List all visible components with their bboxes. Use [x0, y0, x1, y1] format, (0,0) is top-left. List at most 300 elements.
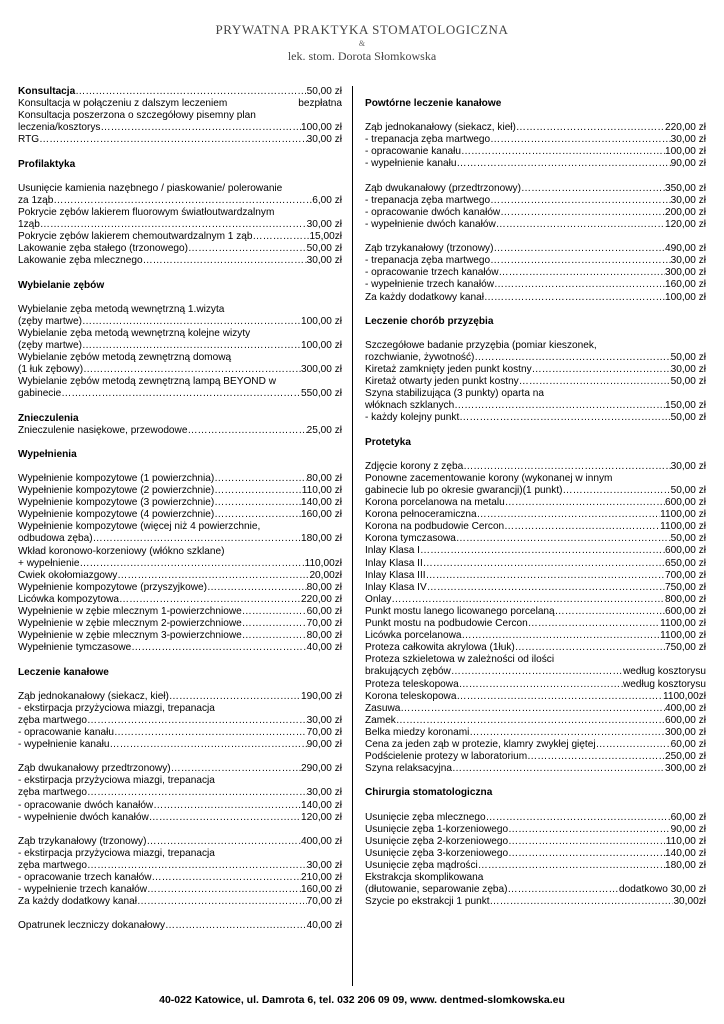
ornament-icon: &: [358, 39, 366, 48]
section-heading: Wybielanie zębów: [18, 279, 105, 291]
dot-leader: [494, 279, 665, 291]
service-price: 160,00 zł: [665, 279, 706, 291]
service-name: Korona pełnoceramiczna: [365, 509, 477, 521]
price-line: [365, 158, 706, 170]
service-name: odbudowa zęba): [18, 533, 93, 545]
service-price: 30,00 zł: [306, 714, 342, 726]
price-line: [365, 255, 706, 267]
service-name: rozchwianie, żywotność): [365, 351, 475, 363]
service-price: 350,00 zł: [665, 182, 706, 194]
dot-leader: [516, 122, 665, 134]
service-price: 700,00 zł: [665, 569, 706, 581]
service-name: - opracowanie trzech kanałów: [365, 267, 499, 279]
service-name: Wypełnienie w zębie mlecznym 2-powierzchniowe: [18, 618, 242, 630]
service-name: Usunięcie zęba 2-korzeniowego: [365, 835, 509, 847]
dot-leader: [532, 364, 671, 376]
service-name: Zamek: [365, 714, 396, 726]
service-price: 220,00 zł: [665, 122, 706, 134]
service-price: 80,00 zł: [306, 630, 342, 642]
dot-leader: [39, 134, 307, 146]
price-line: [365, 570, 706, 582]
service-name: Ekstrakcja skomplikowana: [365, 872, 484, 883]
price-line-text: [18, 328, 342, 340]
dot-leader: [478, 860, 665, 872]
spacer: [18, 292, 342, 304]
service-name: leczenia/kosztorys: [18, 122, 101, 134]
service-price: 60,00 zł: [306, 606, 342, 618]
service-price: 30,00 zł: [670, 194, 706, 206]
spacer: [18, 654, 342, 666]
service-price: 200,00 zł: [665, 206, 706, 218]
service-name: - opracowanie kanału: [18, 726, 114, 738]
service-name: Wypełnienie tymczasowe: [18, 642, 132, 654]
price-line: [18, 533, 342, 545]
service-name: - wypełnienie trzech kanałów: [365, 279, 495, 291]
dot-leader: [137, 896, 307, 908]
dot-leader: [391, 594, 665, 606]
price-line: [18, 98, 342, 110]
service-price: 50,00 zł: [670, 351, 706, 363]
dot-leader: [508, 848, 665, 860]
service-name: Zasuwa: [365, 702, 401, 714]
service-name: Usunięcie zęba mlecznego: [365, 811, 486, 823]
service-price: 90,00 zł: [306, 739, 342, 751]
service-name: Korona tymczasowa: [365, 533, 456, 545]
dot-leader: [400, 703, 665, 715]
service-name: Ząb trzykanałowy (trzonowy): [18, 835, 147, 847]
service-name: - wypełnienie dwóch kanałów: [18, 811, 149, 823]
service-price: dodatkowo 30,00 zł: [619, 884, 706, 896]
service-price: 80,00 zł: [306, 473, 342, 484]
service-name: Usunięcie zęba 3-korzeniowego: [365, 847, 509, 859]
dot-leader: [109, 739, 306, 751]
service-price: 110,00 zł: [301, 485, 342, 497]
dot-leader: [152, 872, 302, 884]
service-price: 210,00 zł: [301, 872, 342, 884]
price-line: [365, 836, 706, 848]
footer-address: 40-022 Katowice, ul. Damrota 6, tel. 032 206 09 09, www. dentmed-slomkowska.eu: [159, 994, 565, 1006]
dot-leader: [596, 739, 671, 751]
spacer: [365, 799, 706, 811]
service-name: Konsultacja: [18, 86, 76, 97]
dot-leader: [117, 570, 309, 582]
dot-leader: [87, 715, 307, 727]
price-line-text: [18, 703, 342, 715]
price-line: [18, 340, 342, 352]
price-line-text: [18, 775, 342, 787]
service-price: 60,00 zł: [670, 738, 706, 750]
dot-leader: [508, 836, 666, 848]
service-price: 1100,00 zł: [660, 521, 706, 533]
dot-leader: [469, 727, 665, 739]
service-price: 30,00 zł: [670, 460, 706, 472]
service-price: 100,00 zł: [665, 291, 706, 303]
service-price: 750,00 zł: [665, 581, 706, 593]
service-price: 550,00 zł: [301, 388, 342, 400]
section-heading: Protetyka: [365, 436, 412, 448]
price-line: [18, 122, 342, 134]
dot-leader: [242, 618, 307, 630]
price-line: [18, 896, 342, 908]
service-name: Za każdy dodatkowy kanał: [18, 896, 137, 908]
service-price: 90,00 zł: [670, 823, 706, 835]
price-line: [18, 691, 342, 703]
service-name: Szyna relaksacyjna: [365, 763, 452, 775]
price-line-text: [365, 388, 706, 400]
price-line: [365, 183, 706, 195]
service-name: Usunięcie kamienia nazębnego / piaskowanie/ polerowanie: [18, 182, 283, 194]
service-name: Kiretaż otwarty jeden punkt kostny: [365, 376, 519, 388]
service-price: 50,00 zł: [670, 485, 706, 496]
price-line: [365, 739, 706, 751]
service-name: - każdy kolejny punkt: [365, 412, 460, 424]
service-price: 160,00 zł: [301, 509, 342, 521]
price-line-text: [18, 546, 342, 558]
price-line: [365, 243, 706, 255]
right-price-column: [365, 98, 706, 908]
price-line: [365, 533, 706, 545]
service-name: RTG: [18, 134, 40, 146]
service-name: - opracowanie kanału: [365, 146, 461, 158]
price-line-text: [365, 654, 706, 666]
service-name: Ponowne zacementowanie korony (wykonanej w innym: [365, 472, 613, 484]
dot-leader: [146, 836, 301, 848]
dot-leader: [459, 679, 623, 691]
service-name: - wypełnienie trzech kanałów: [18, 884, 148, 896]
service-price: 800,00 zł: [665, 593, 706, 605]
service-name: Konsultacja poszerzona o szczegółowy pisemny plan: [18, 110, 256, 122]
price-line-text: [18, 304, 342, 316]
service-name: - opracowanie dwóch kanałów: [365, 206, 501, 218]
dot-leader: [499, 267, 666, 279]
service-name: + wypełnienie: [18, 557, 80, 569]
price-line: [365, 630, 706, 642]
dot-leader: [82, 316, 301, 328]
service-name: Wypełnienie w zębie mlecznym 3-powierzchniowe: [18, 630, 242, 642]
service-price: 110,00zł: [304, 557, 342, 569]
dot-leader: [490, 896, 674, 908]
service-price: 400,00 zł: [665, 702, 706, 714]
dot-leader: [459, 412, 670, 424]
price-line: [365, 412, 706, 424]
service-price: 600,00 zł: [665, 545, 706, 557]
service-name: Inlay Klasa IV: [365, 581, 427, 593]
service-name: - opracowanie trzech kanałów: [18, 872, 152, 884]
dot-leader: [427, 582, 665, 594]
dot-leader: [143, 255, 307, 267]
service-name: (zęby martwe): [18, 315, 82, 327]
dot-leader: [505, 497, 665, 509]
spacer: [365, 328, 706, 340]
dot-leader: [82, 340, 301, 352]
service-price: 30,00 zł: [306, 219, 342, 231]
spacer: [365, 304, 706, 316]
service-name: - wypełnienie kanału: [18, 739, 110, 751]
dot-leader: [456, 533, 671, 545]
column-divider: [352, 86, 353, 986]
dot-leader: [456, 691, 663, 703]
price-line: [365, 122, 706, 134]
service-name: Pokrycie zębów lakierem chemoutwardzalnym 1 ząb: [18, 231, 253, 243]
price-line: [365, 292, 706, 304]
service-name: Wypełnienie kompozytowe (1 powierzchnia): [18, 473, 215, 484]
price-line: [18, 872, 342, 884]
price-line: [365, 545, 706, 557]
price-line: [365, 763, 706, 775]
dot-leader: [515, 642, 665, 654]
service-name: Proteza szkieletowa w zależności od ilości: [365, 654, 555, 666]
service-price: 490,00 zł: [665, 243, 706, 255]
dot-leader: [188, 243, 307, 255]
price-line: [365, 884, 706, 896]
service-price: 100,00 zł: [665, 146, 706, 158]
service-name: Wypełnienie kompozytowe (przyszyjkowe): [18, 581, 207, 593]
price-line: [18, 195, 342, 207]
dot-leader: [214, 473, 306, 485]
dot-leader: [463, 461, 670, 473]
service-name: Zdjęcie korony z zęba: [365, 460, 464, 472]
price-line: [18, 739, 342, 751]
price-line-text: [365, 340, 706, 352]
service-price: 70,00 zł: [306, 726, 342, 738]
price-line: [365, 146, 706, 158]
spacer: [365, 110, 706, 122]
service-name: Ząb jednokanałowy (siekacz, kieł): [18, 690, 169, 702]
service-name: Korona porcelanowa na metalu: [365, 497, 505, 509]
price-line-text: [18, 848, 342, 860]
price-line: [365, 860, 706, 872]
service-price: bezpłatna: [298, 98, 342, 110]
service-price: 300,00 zł: [665, 763, 706, 775]
service-name: Belka miedzy koronami: [365, 726, 470, 738]
service-price: 650,00 zł: [665, 557, 706, 569]
service-price: 600,00 zł: [665, 714, 706, 726]
dot-leader: [519, 376, 671, 388]
price-line: [365, 400, 706, 412]
service-name: Znieczulenie nasiękowe, przewodowe: [18, 424, 188, 436]
spacer: [365, 231, 706, 243]
service-name: Wypełnienie kompozytowe (więcej niż 4 powierzchnie,: [18, 521, 261, 533]
service-name: - ekstirpacja przyżyciowa miazgi, trepanacja: [18, 847, 215, 859]
dot-leader: [500, 207, 665, 219]
price-line-text: [18, 376, 342, 388]
service-name: Ząb dwukanałowy (przedtrzonowy): [365, 182, 521, 194]
service-price: 40,00 zł: [306, 920, 342, 932]
service-price: 160,00 zł: [301, 884, 342, 896]
service-price: 100,00 zł: [301, 315, 342, 327]
dot-leader: [214, 509, 301, 521]
price-line: [18, 812, 342, 824]
service-price: 600,00 zł: [665, 605, 706, 617]
price-line: [18, 884, 342, 896]
service-price: 50,00 zł: [306, 86, 342, 97]
service-price: 50,00 zł: [670, 376, 706, 388]
price-line-text: [365, 872, 706, 884]
dot-leader: [207, 582, 307, 594]
service-name: (zęby martwe): [18, 339, 82, 351]
service-name: Proteza teleskopowa: [365, 678, 459, 690]
section-heading: Powtórne leczenie kanałowe: [365, 98, 502, 109]
price-line: [365, 606, 706, 618]
service-name: Szczegółowe badanie przyzębia (pomiar kieszonek,: [365, 339, 597, 351]
service-name: Ząb dwukanałowy przedtrzonowy): [18, 763, 171, 775]
service-name: - opracowanie dwóch kanałów: [18, 799, 154, 811]
service-name: Punkt mostu lanego licowanego porcelaną: [365, 605, 555, 617]
service-name: Wypełnienie kompozytowe (3 powierzchnie): [18, 497, 215, 509]
service-price: 30,00 zł: [306, 134, 342, 146]
service-price: 30,00zł: [673, 896, 706, 908]
price-line: [365, 207, 706, 219]
dot-leader: [171, 763, 301, 775]
service-price: 180,00 zł: [665, 859, 706, 871]
price-line: [365, 267, 706, 279]
section-heading: Znieczulenia: [18, 412, 79, 424]
price-line-text: [18, 183, 342, 195]
price-line: [365, 703, 706, 715]
price-line: [365, 485, 706, 497]
service-price: 140,00 zł: [301, 497, 342, 509]
service-price: 25,00 zł: [306, 424, 342, 436]
service-name: Konsultacja w połączeniu z dalszym leczeniem: [18, 98, 228, 110]
service-name: Wypełnienie kompozytowe (2 powierzchnie): [18, 485, 215, 497]
service-price: 190,00 zł: [301, 690, 342, 702]
price-line: [18, 219, 342, 231]
price-line-text: [18, 521, 342, 533]
service-price: 290,00 zł: [301, 763, 342, 775]
service-name: Szyna stabilizująca (3 punkty) oparta na: [365, 388, 544, 400]
price-line: [18, 86, 342, 98]
price-line: [18, 630, 342, 642]
dot-leader: [508, 884, 619, 896]
service-price: według kosztorysu: [622, 678, 706, 690]
service-name: - wypełnienie kanału: [365, 158, 457, 170]
service-name: Licówka porcelanowa: [365, 630, 462, 642]
price-line-text: [18, 110, 342, 122]
spacer: [18, 400, 342, 412]
dot-leader: [214, 497, 301, 509]
service-name: Usunięcie zęba mądrości: [365, 859, 478, 871]
price-line: [18, 763, 342, 775]
service-price: 20,00zł: [309, 569, 342, 581]
letterhead: [0, 22, 724, 64]
service-name: Szycie po ekstrakcji 1 punkt: [365, 896, 490, 908]
service-price: 100,00 zł: [301, 339, 342, 351]
dot-leader: [426, 570, 665, 582]
price-line: [365, 279, 706, 291]
service-name: Podścielenie protezy w laboratorium: [365, 751, 528, 763]
service-name: Wkład koronowo-korzeniowy (włókno szklane): [18, 545, 225, 557]
price-line: [18, 425, 342, 437]
service-price: 300,00 zł: [301, 364, 342, 376]
price-line: [18, 364, 342, 376]
dot-leader: [474, 352, 670, 364]
price-line: [18, 618, 342, 630]
section-heading: Wypełnienia: [18, 448, 77, 460]
dot-leader: [477, 509, 660, 521]
service-name: Wypełnienie kompozytowe (4 powierzchnie): [18, 509, 215, 521]
dot-leader: [496, 219, 665, 231]
price-line: [18, 606, 342, 618]
service-name: (1 łuk zębowy): [18, 364, 84, 376]
price-line: [365, 376, 706, 388]
spacer: [18, 679, 342, 691]
price-line: [18, 582, 342, 594]
service-price: 80,00 zł: [306, 581, 342, 593]
price-line: [18, 836, 342, 848]
price-line: [18, 558, 342, 570]
spacer: [18, 171, 342, 183]
service-price: 750,00 zł: [665, 642, 706, 654]
doctor-name: lek. stom. Dorota Słomkowska: [287, 49, 437, 63]
price-line: [365, 582, 706, 594]
price-line: [365, 848, 706, 860]
price-line: [18, 255, 342, 267]
service-price: 400,00 zł: [301, 835, 342, 847]
service-price: 30,00 zł: [670, 364, 706, 376]
practice-title: PRYWATNA PRAKTYKA STOMATOLOGICZNA: [215, 22, 509, 37]
spacer: [18, 824, 342, 836]
price-line: [18, 473, 342, 485]
dot-leader: [563, 485, 671, 497]
dot-leader: [83, 364, 301, 376]
price-line: [365, 715, 706, 727]
service-name: Korona teleskopowa: [365, 690, 457, 702]
spacer: [365, 449, 706, 461]
service-name: Pokrycie zębów lakierem fluorowym światłoutwardzalnym: [18, 206, 275, 218]
service-price: 50,00 zł: [306, 243, 342, 255]
service-name: Usunięcie zęba 1-korzeniowego: [365, 823, 509, 835]
dot-leader: [528, 618, 660, 630]
price-line: [365, 666, 706, 678]
service-price: 1100,00 zł: [660, 509, 706, 521]
service-price: 300,00 zł: [665, 267, 706, 279]
price-line: [18, 860, 342, 872]
price-line: [365, 195, 706, 207]
price-line: [365, 812, 706, 824]
service-name: Lakowanie zęba mlecznego: [18, 255, 143, 267]
service-name: włóknach szklanych: [365, 400, 455, 412]
dot-leader: [214, 485, 302, 497]
service-price: według kosztorysu: [622, 666, 706, 678]
price-line: [365, 691, 706, 703]
dot-leader: [149, 812, 301, 824]
price-line: [365, 727, 706, 739]
service-name: Kiretaż zamknięty jeden punkt kostny: [365, 364, 532, 376]
service-name: Cena za jeden ząb w protezie, klamry zwykłej giętej: [365, 738, 596, 750]
price-line: [365, 642, 706, 654]
dot-leader: [87, 860, 307, 872]
service-name: (dłutowanie, separowanie zęba): [365, 884, 508, 896]
dot-leader: [75, 86, 306, 98]
dot-leader: [423, 558, 665, 570]
price-line: [18, 231, 342, 243]
service-name: Korona na podbudowie Cercon: [365, 521, 505, 533]
left-price-column: [18, 86, 342, 933]
dot-leader: [461, 146, 665, 158]
price-line: [365, 134, 706, 146]
service-price: 140,00 zł: [301, 799, 342, 811]
dot-leader: [452, 763, 665, 775]
service-price: 120,00 zł: [301, 811, 342, 823]
service-price: 600,00 zł: [665, 497, 706, 509]
dot-leader: [53, 195, 312, 207]
service-name: Ćwiek okołomiazgowy: [18, 569, 118, 581]
dot-leader: [527, 751, 665, 763]
service-name: Wybielanie zęba metodą wewnętrzną kolejne wizyty: [18, 327, 251, 339]
price-line: [365, 618, 706, 630]
dot-leader: [100, 122, 301, 134]
dot-leader: [454, 400, 665, 412]
